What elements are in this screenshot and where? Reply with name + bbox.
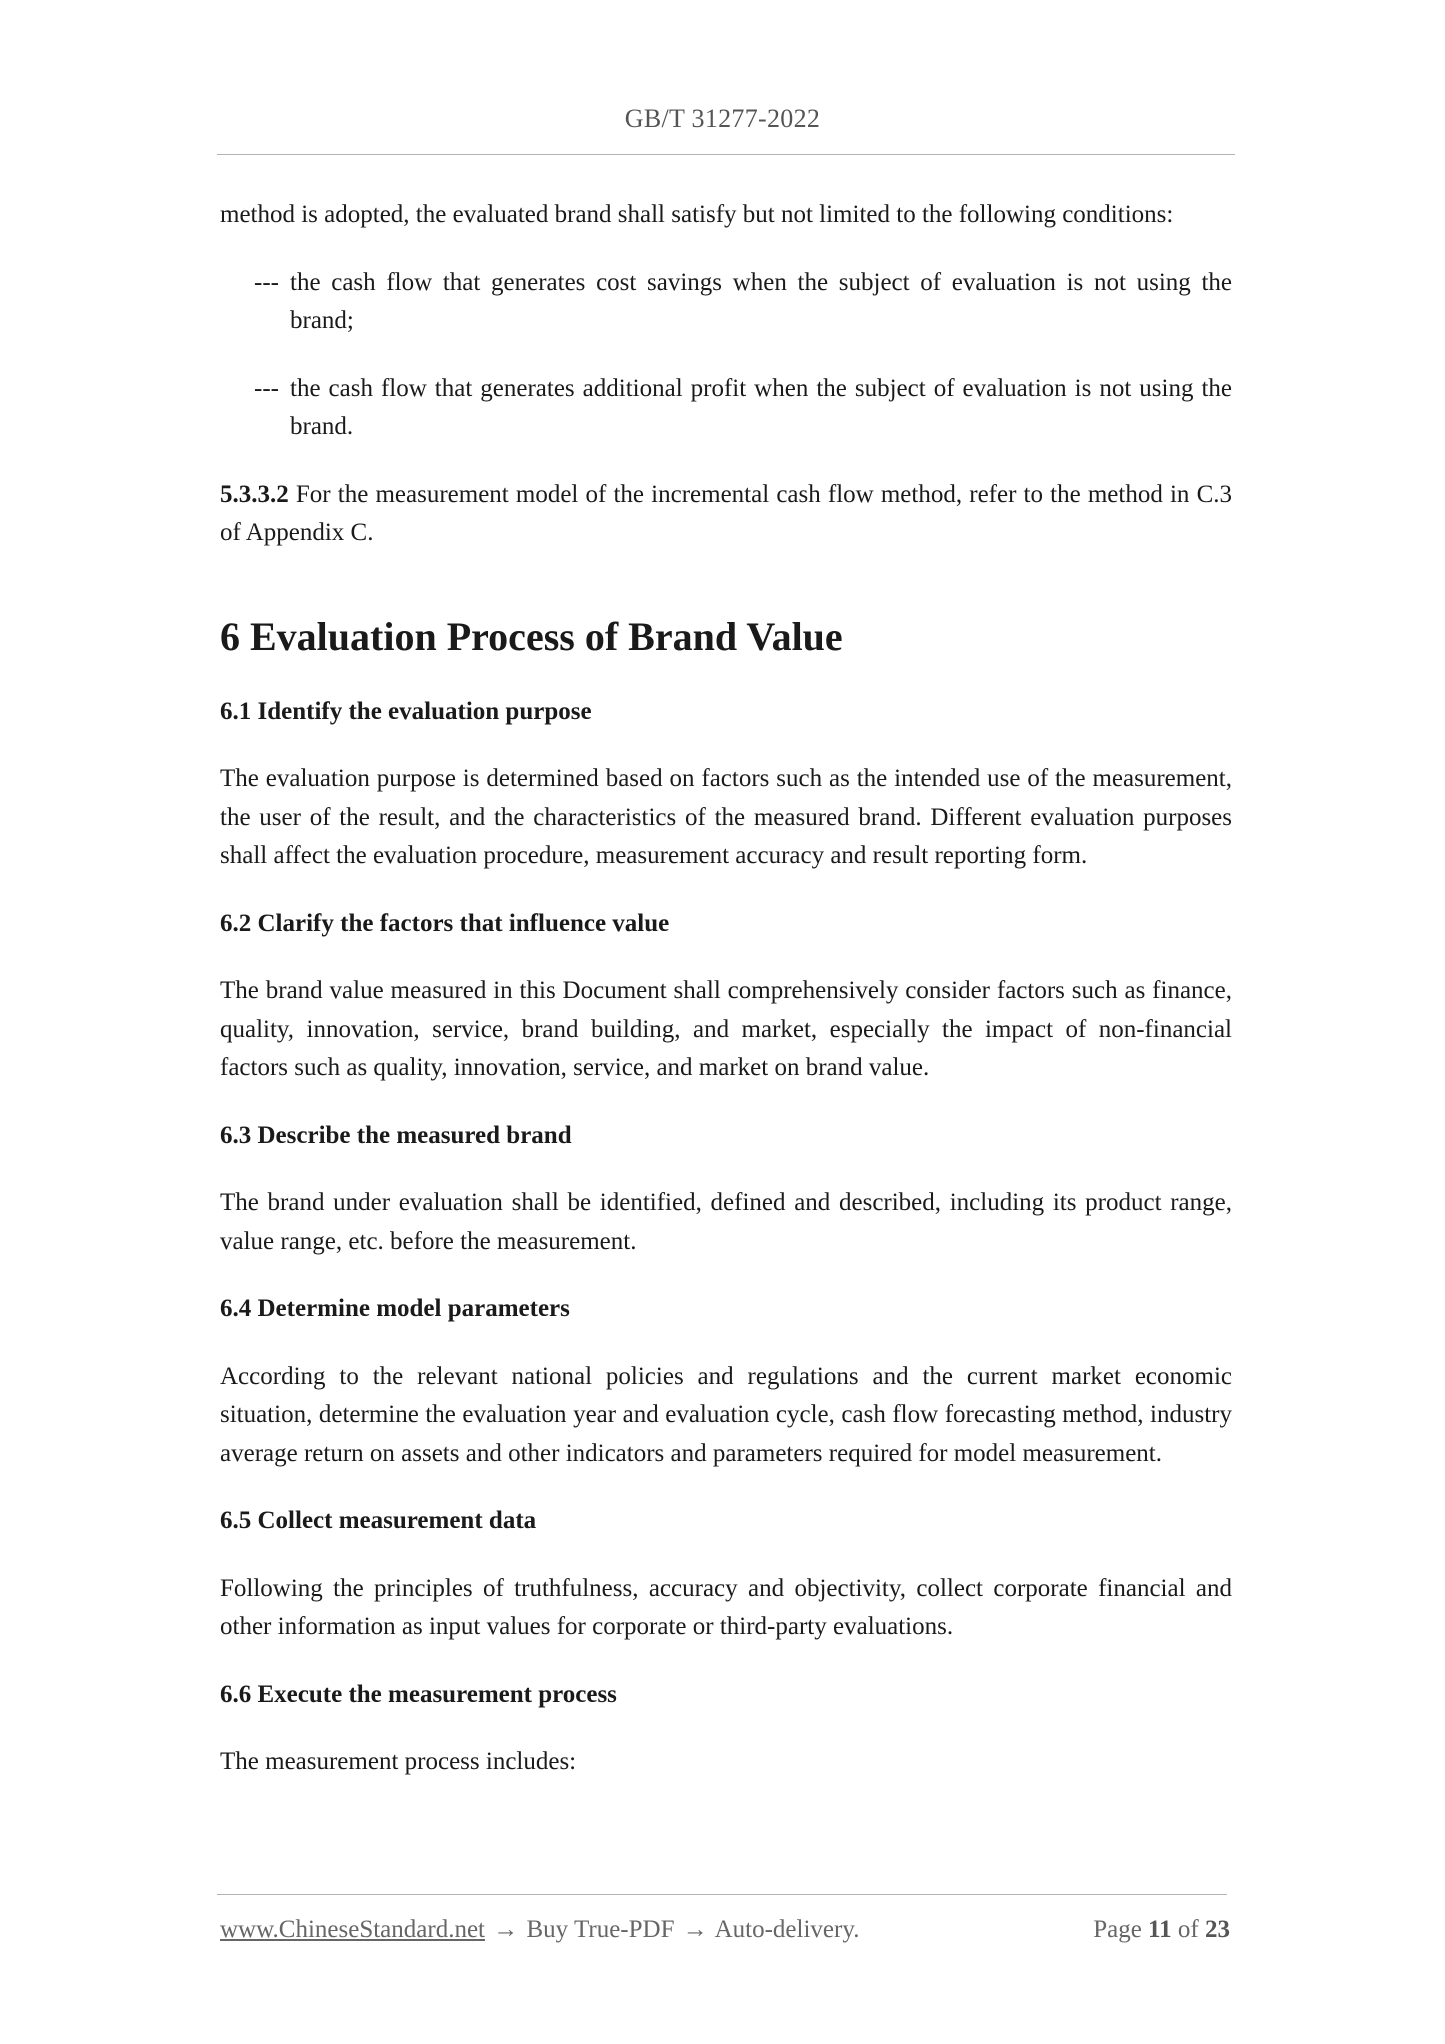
footer-divider — [217, 1894, 1227, 1895]
subsection-6-6-text: The measurement process includes: — [220, 1748, 577, 1775]
condition-text: the cash flow that generates cost savings when the subject of evaluation is not using the brand; — [290, 268, 1232, 334]
clause-text: For the measurement model of the incremental cash flow method, refer to the method in C.3 of Appendix C. — [220, 480, 1232, 546]
buy-text: Buy True-PDF — [526, 1916, 675, 1943]
subsection-6-6-heading: 6.6 Execute the measurement process — [220, 1680, 617, 1708]
intro-paragraph: method is adopted, the evaluated brand shall satisfy but not limited to the following conditions: — [220, 201, 1174, 228]
subsection-6-1-text: The evaluation purpose is determined based on factors such as the intended use of the measurement, the user of the result, and the characteristics of the measured brand. Different evaluation purposes shall affect the evaluation procedure, measurement accuracy and result reporting form. — [220, 765, 1232, 869]
clause-5-3-3-2 — [220, 476, 1232, 553]
dash-marker: --- — [254, 374, 279, 402]
footer-promo — [220, 1912, 859, 1948]
page-label: Page — [1093, 1916, 1142, 1943]
page-indicator — [1093, 1912, 1230, 1948]
condition-item — [220, 264, 1232, 341]
header-divider — [217, 154, 1235, 155]
condition-item — [220, 370, 1232, 447]
total-pages: 23 — [1205, 1916, 1230, 1943]
subsection-6-1-heading: 6.1 Identify the evaluation purpose — [220, 697, 592, 725]
delivery-text: Auto-delivery. — [714, 1916, 860, 1943]
arrow-right-icon: → — [682, 1916, 708, 1943]
clause-number: 5.3.3.2 — [220, 480, 289, 508]
page-number: 11 — [1148, 1916, 1172, 1943]
subsection-6-5-text: Following the principles of truthfulness, accuracy and objectivity, collect corporate financial and other information as input values for corporate or third-party evaluations. — [220, 1574, 1232, 1640]
page-content — [220, 196, 1232, 1811]
subsection-6-2-text: The brand value measured in this Document shall comprehensively consider factors such as finance, quality, innovation, service, brand building, and market, especially the impact of non-financial factors such as quality, innovation, service, and market on brand value. — [220, 977, 1232, 1081]
subsection-6-3-text: The brand under evaluation shall be identified, defined and described, including its product range, value range, etc. before the measurement. — [220, 1189, 1232, 1255]
arrow-right-icon: → — [493, 1916, 519, 1943]
condition-text: the cash flow that generates additional profit when the subject of evaluation is not using the brand. — [290, 374, 1232, 440]
subsection-6-4-text: According to the relevant national policies and regulations and the current market economic situation, determine the evaluation year and evaluation cycle, cash flow forecasting method, industry average return on assets and other indicators and parameters required for model measurement. — [220, 1362, 1232, 1467]
of-label: of — [1177, 1916, 1199, 1943]
site-link[interactable]: www.ChineseStandard.net — [220, 1916, 485, 1943]
dash-marker: --- — [254, 268, 279, 296]
header-doc-id: GB/T 31277-2022 — [624, 104, 821, 133]
subsection-6-4-heading: 6.4 Determine model parameters — [220, 1295, 570, 1322]
subsection-6-3-heading: 6.3 Describe the measured brand — [220, 1121, 572, 1149]
subsection-6-2-heading: 6.2 Clarify the factors that influence value — [220, 909, 670, 937]
subsection-6-5-heading: 6.5 Collect measurement data — [220, 1507, 537, 1534]
section-6-title: 6 Evaluation Process of Brand Value — [220, 613, 843, 659]
